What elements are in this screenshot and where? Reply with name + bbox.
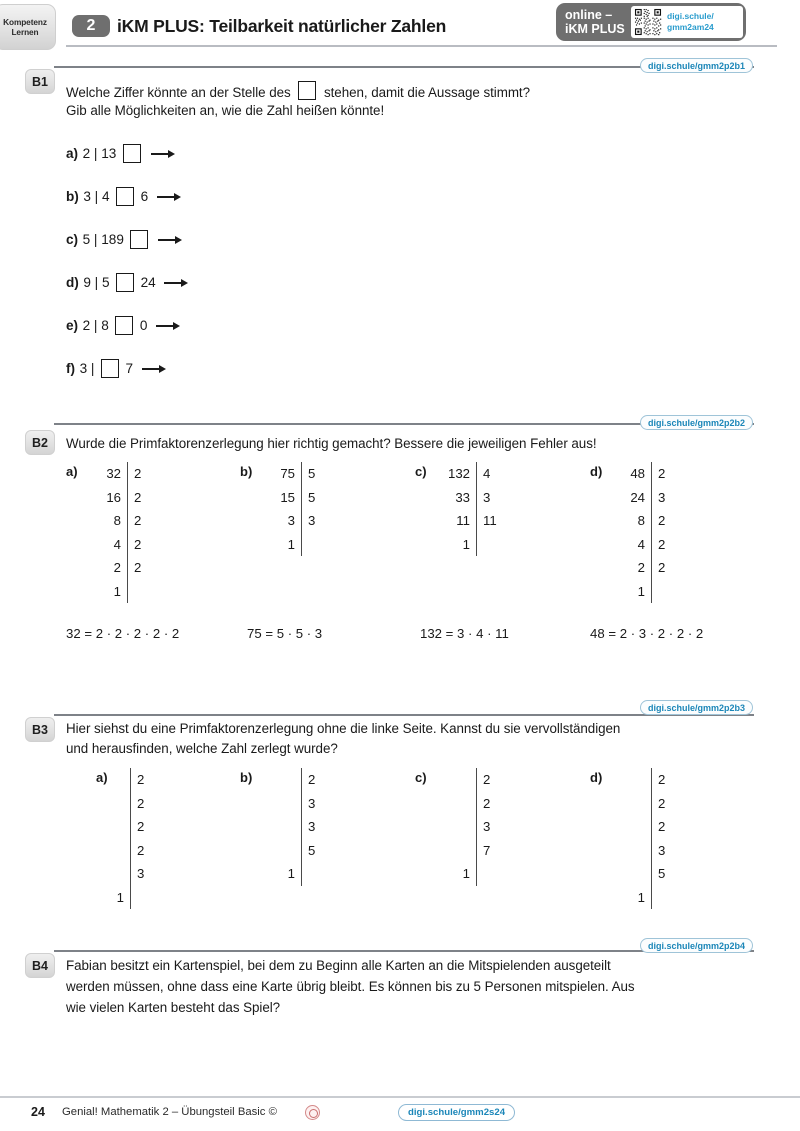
qr-link-line2: gmm2am24: [667, 22, 714, 32]
b3-b-row4-right: [301, 862, 341, 886]
table-row: [609, 862, 691, 886]
b1-item-c-expr: 5 | 189: [82, 232, 124, 247]
online-badge-line1: online –: [565, 8, 613, 22]
b1-item-a-answer-box[interactable]: [123, 144, 141, 163]
b3-c-row4-left: 1: [462, 866, 470, 882]
b2-d-row0-right: 2: [651, 462, 691, 486]
b2-a-row1-right: 2: [127, 486, 167, 510]
b3-d-row1-right: 2: [651, 792, 691, 816]
table-row: [609, 533, 691, 557]
b1-item-c-answer-box[interactable]: [130, 230, 148, 249]
table-row: [434, 862, 516, 886]
b2-a-row2-left: 8: [113, 513, 121, 529]
arrow-right-icon: [151, 149, 177, 159]
b2-a-row0-left: 32: [106, 466, 121, 482]
table-row: [88, 792, 170, 816]
b3-question-line2: und herausfinden, welche Zahl zerlegt wurde?: [66, 741, 338, 756]
b3-a-row0-right: 2: [130, 768, 170, 792]
competence-badge-line2: Lernen: [11, 27, 39, 37]
b2-d-row1-right: 3: [651, 486, 691, 510]
b2-b-row1-left: 15: [280, 489, 295, 505]
table-row: [259, 768, 341, 792]
table-row: [609, 556, 691, 580]
b2-result-a: 32 = 2 · 2 · 2 · 2 · 2: [66, 626, 180, 641]
b1-item-d-expr-post: 24: [140, 275, 156, 290]
b2-a-row1-left: 16: [106, 489, 121, 505]
table-row: [434, 533, 516, 557]
b4-link-pill[interactable]: digi.schule/gmm2p2b4: [640, 938, 753, 953]
table-row: [85, 556, 167, 580]
footer-divider: [0, 1096, 800, 1098]
table-row: [88, 839, 170, 863]
b1-badge: B1: [25, 69, 55, 94]
table-row: [88, 886, 170, 910]
b3-b-row4-left: 1: [287, 866, 295, 882]
table-row: [259, 509, 341, 533]
b2-b-row0-right: 5: [301, 462, 341, 486]
b3-c-row3-right: 7: [476, 839, 516, 863]
b3-c-row2-right: 3: [476, 815, 516, 839]
online-ikm-plus-badge[interactable]: [556, 3, 746, 41]
page-header: [0, 0, 800, 52]
b4-question-line2: werden müssen, ohne dass eine Karte übrig bleibt. Es können bis zu 5 Personen mitspielen. Aus: [66, 979, 635, 994]
b2-a-row3-left: 4: [113, 536, 121, 552]
chapter-number-badge: 2: [72, 15, 110, 37]
b2-badge: B2: [25, 430, 55, 455]
footer-copyright: Genial! Mathematik 2 – Übungsteil Basic ©: [62, 1106, 277, 1118]
b3-d-row3-right: 3: [651, 839, 691, 863]
table-row: [85, 580, 167, 604]
b1-item-e-answer-box[interactable]: [115, 316, 133, 335]
b1-item-e-expr-post: 0: [139, 318, 148, 333]
table-row: [609, 462, 691, 486]
b2-question-line1: Wurde die Primfaktorenzerlegung hier richtig gemacht? Bessere die jeweiligen Fehler aus!: [66, 436, 597, 451]
competence-badge: [0, 4, 56, 50]
b1-item-c: [66, 230, 184, 249]
b2-c-row2-right: 11: [476, 509, 516, 533]
table-row: [85, 509, 167, 533]
b3-b-row2-right: 3: [301, 815, 341, 839]
b3-d-row5-right: [651, 886, 691, 910]
b2-d-row1-left: 24: [630, 489, 645, 505]
b3-question-line1: Hier siehst du eine Primfaktorenzerlegung ohne die linke Seite. Kannst du sie vervollständigen: [66, 721, 621, 736]
table-row: [259, 815, 341, 839]
b2-d-row0-left: 48: [630, 466, 645, 482]
b3-c-row0-right: 2: [476, 768, 516, 792]
table-row: [434, 815, 516, 839]
b2-c-row2-left: 11: [456, 513, 470, 529]
b2-link-pill[interactable]: digi.schule/gmm2p2b2: [640, 415, 753, 430]
table-row: [434, 768, 516, 792]
b2-d-row5-left: 1: [637, 583, 645, 599]
b3-badge: B3: [25, 717, 55, 742]
arrow-right-icon: [158, 235, 184, 245]
qr-link-line1: digi.schule/: [667, 11, 714, 22]
table-row: [259, 792, 341, 816]
b1-inline-answer-box[interactable]: [298, 81, 316, 100]
table-row: [259, 462, 341, 486]
b2-a-row4-left: 2: [113, 560, 121, 576]
b3-d-row0-right: 2: [651, 768, 691, 792]
b2-a-row2-right: 2: [127, 509, 167, 533]
b1-item-f-label: f): [66, 361, 76, 376]
b3-c-row4-right: [476, 862, 516, 886]
b1-item-f-expr-post: 7: [125, 361, 133, 376]
table-row: [85, 486, 167, 510]
b3-a-row1-right: 2: [130, 792, 170, 816]
b3-link-pill[interactable]: digi.schule/gmm2p2b3: [640, 700, 753, 715]
b1-item-b-answer-box[interactable]: [116, 187, 134, 206]
b2-column-b-label: b): [240, 464, 253, 479]
b2-d-row2-left: 8: [637, 513, 645, 529]
b3-a-row3-right: 2: [130, 839, 170, 863]
table-row: [609, 792, 691, 816]
page-title: iKM PLUS: Teilbarkeit natürlicher Zahlen: [117, 16, 447, 36]
table-row: [434, 792, 516, 816]
b2-c-row0-left: 132: [447, 466, 470, 482]
table-row: [259, 862, 341, 886]
b1-item-e-expr: 2 | 8: [82, 318, 109, 333]
b2-d-row2-right: 2: [651, 509, 691, 533]
b3-a-row4-right: 3: [130, 862, 170, 886]
table-row: [434, 462, 516, 486]
table-row: [88, 815, 170, 839]
b2-b-row3-left: 1: [287, 536, 295, 552]
b2-d-row4-right: 2: [651, 556, 691, 580]
table-row: [85, 462, 167, 486]
table-row: [259, 486, 341, 510]
b1-item-b-expr-post: 6: [140, 189, 149, 204]
b2-c-row0-right: 4: [476, 462, 516, 486]
b3-column-d-label: d): [590, 770, 603, 785]
b1-item-e-label: e): [66, 318, 79, 333]
b1-question-line2: Gib alle Möglichkeiten an, wie die Zahl heißen könnte!: [66, 103, 385, 118]
b1-item-b-label: b): [66, 189, 79, 204]
b2-column-d-label: d): [590, 464, 603, 479]
table-row: [609, 486, 691, 510]
b2-b-row0-left: 75: [280, 466, 295, 482]
b1-item-a-expr: 2 | 13: [82, 146, 117, 161]
table-row: [434, 839, 516, 863]
b1-link-pill[interactable]: digi.schule/gmm2p2b1: [640, 58, 753, 73]
footer-link-pill[interactable]: digi.schule/gmm2s24: [398, 1104, 515, 1121]
competence-badge-line1: Kompetenz: [3, 16, 47, 27]
b1-item-d: [66, 273, 190, 292]
table-row: [88, 862, 170, 886]
b3-b-row1-right: 3: [301, 792, 341, 816]
b4-question-line1: Fabian besitzt ein Kartenspiel, bei dem zu Beginn alle Karten an die Mitspielenden ausgeteilt: [66, 958, 611, 973]
arrow-right-icon: [157, 192, 183, 202]
table-row: [85, 533, 167, 557]
b2-column-a-label: a): [66, 464, 78, 479]
table-row: [88, 768, 170, 792]
b3-column-c-label: c): [415, 770, 427, 785]
b2-a-row5-right: [127, 580, 167, 604]
b2-d-row3-left: 4: [637, 536, 645, 552]
b3-c-row1-right: 2: [476, 792, 516, 816]
b1-item-c-label: c): [66, 232, 79, 247]
qr-link-box[interactable]: [631, 6, 743, 38]
online-badge-label: [565, 8, 625, 36]
table-row: [434, 486, 516, 510]
b3-d-row4-right: 5: [651, 862, 691, 886]
b2-c-row3-right: [476, 533, 516, 557]
b3-d-row5-left: 1: [637, 889, 645, 905]
b3-a-row5-right: [130, 886, 170, 910]
b3-b-row0-right: 2: [301, 768, 341, 792]
b4-question-line3: wie vielen Karten besteht das Spiel?: [66, 1000, 281, 1015]
b2-c-row1-left: 33: [455, 489, 470, 505]
b2-b-row2-right: 3: [301, 509, 341, 533]
b2-result-c: 132 = 3 · 4 · 11: [420, 626, 509, 641]
b3-b-row3-right: 5: [301, 839, 341, 863]
b2-c-row3-left: 1: [462, 536, 470, 552]
b2-d-row3-right: 2: [651, 533, 691, 557]
b2-b-row3-right: [301, 533, 341, 557]
b3-a-row2-right: 2: [130, 815, 170, 839]
header-divider: [66, 45, 777, 47]
b2-result-d: 48 = 2 · 3 · 2 · 2 · 2: [590, 626, 704, 641]
table-row: [609, 839, 691, 863]
b3-column-b-label: b): [240, 770, 253, 785]
b1-item-e: [66, 316, 182, 335]
table-row: [259, 533, 341, 557]
page-number: 24: [31, 1105, 45, 1119]
b2-b-row2-left: 3: [287, 513, 295, 529]
b1-item-d-expr: 9 | 5: [83, 275, 110, 290]
b1-item-d-answer-box[interactable]: [116, 273, 134, 292]
qr-link-text: [667, 11, 714, 32]
b3-column-a-label: a): [96, 770, 108, 785]
b1-question-part2: stehen, damit die Aussage stimmt?: [323, 85, 530, 100]
arrow-right-icon: [164, 278, 190, 288]
b4-badge: B4: [25, 953, 55, 978]
table-row: [609, 580, 691, 604]
b2-d-row5-right: [651, 580, 691, 604]
b2-column-c-label: c): [415, 464, 427, 479]
b1-item-b: [66, 187, 183, 206]
b1-item-a: [66, 144, 177, 163]
b1-item-f-expr: 3 |: [79, 361, 95, 376]
b3-a-row5-left: 1: [116, 889, 124, 905]
table-row: [609, 768, 691, 792]
b2-c-row1-right: 3: [476, 486, 516, 510]
b2-a-row0-right: 2: [127, 462, 167, 486]
qr-code-icon: [634, 8, 662, 36]
arrow-right-icon: [156, 321, 182, 331]
b1-item-d-label: d): [66, 275, 79, 290]
b1-item-f-answer-box[interactable]: [101, 359, 119, 378]
b2-b-row1-right: 5: [301, 486, 341, 510]
arrow-right-icon: [142, 364, 168, 374]
b1-item-b-expr: 3 | 4: [83, 189, 110, 204]
b2-d-row4-left: 2: [637, 560, 645, 576]
table-row: [609, 815, 691, 839]
b2-a-row4-right: 2: [127, 556, 167, 580]
b2-result-b: 75 = 5 · 5 · 3: [247, 626, 323, 641]
table-row: [434, 509, 516, 533]
b1-question-part1: Welche Ziffer könnte an der Stelle des: [66, 85, 291, 100]
b1-item-f: [66, 359, 168, 378]
publisher-logo-icon: [305, 1105, 320, 1120]
table-row: [609, 886, 691, 910]
b2-a-row5-left: 1: [113, 583, 121, 599]
b3-d-row2-right: 2: [651, 815, 691, 839]
online-badge-line2: iKM PLUS: [565, 22, 625, 36]
b1-item-a-label: a): [66, 146, 79, 161]
table-row: [609, 509, 691, 533]
table-row: [259, 839, 341, 863]
b2-a-row3-right: 2: [127, 533, 167, 557]
b1-question-line1: [66, 81, 530, 102]
